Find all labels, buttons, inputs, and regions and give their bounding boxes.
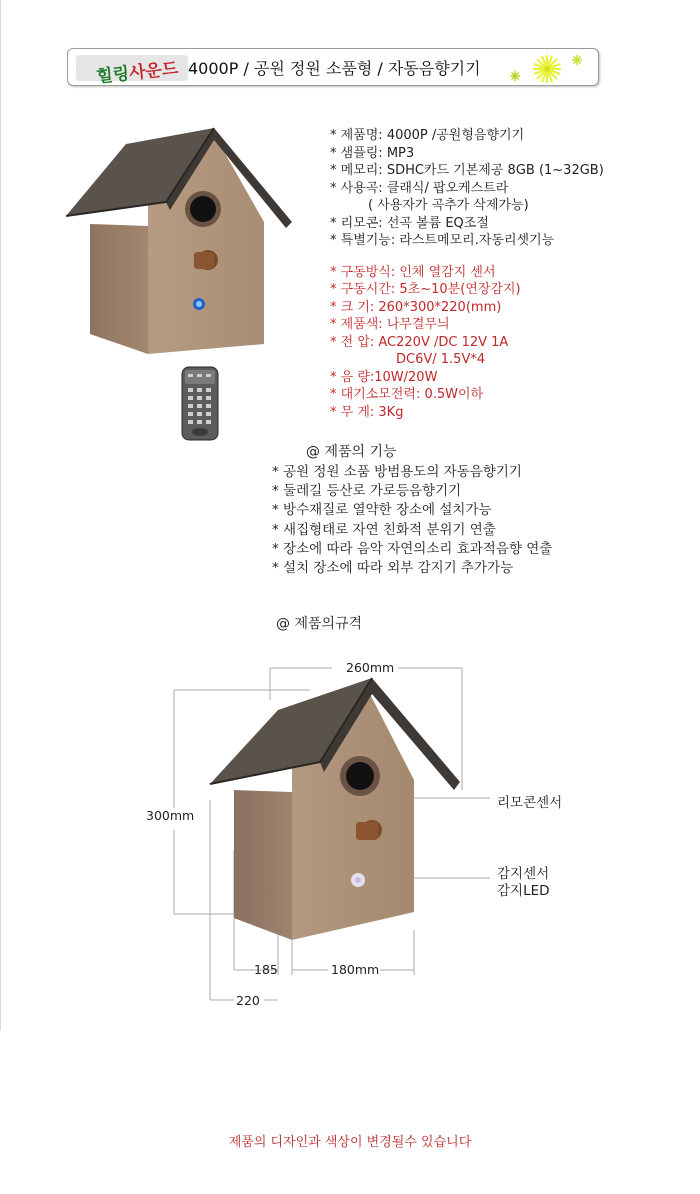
spec-drive-mode: * 구동방식: 인체 열감지 센서	[330, 264, 496, 280]
spec-voltage: * 전 압: AC220V /DC 12V 1A	[330, 334, 509, 350]
spec-size: * 크 기: 260*300*220(mm)	[330, 299, 502, 315]
spec-voltage-2: DC6V/ 1.5V*4	[396, 352, 486, 367]
dim-height-label: 300mm	[146, 808, 195, 823]
spec-standby: * 대기소모전력: 0.5W이하	[330, 387, 484, 402]
spec-remote: * 리모콘: 선곡 볼륨 EQ조절	[330, 215, 489, 231]
brand-logo	[95, 54, 179, 87]
feature-item: * 공원 정원 소품 방범용도의 자동음향기기	[272, 464, 522, 480]
spec-songs-note: ( 사용자가 곡추가 삭제가능)	[368, 198, 529, 213]
spec-songs: * 사용곡: 클래식/ 팝오케스트라	[330, 180, 509, 196]
spec-color: * 제품색: 나무결무늬	[330, 317, 450, 332]
feature-item: * 새집형태로 자연 친화적 분위기 연출	[272, 521, 496, 538]
feature-item: * 방수재질로 열약한 장소에 설치가능	[272, 502, 492, 519]
brand-text-green: 힐링	[95, 63, 131, 88]
spec-drive-time: * 구동시간: 5초~10분(연장감지)	[330, 282, 521, 297]
header-banner	[67, 48, 599, 86]
spec-sampling: * 샘플링: MP3	[330, 145, 415, 161]
brand-tag	[76, 55, 188, 88]
flower-decoration-icon	[505, 52, 595, 86]
dim-185-label: 185	[254, 962, 278, 977]
spec-special: * 특별기능: 라스트메모리.자동리셋기능	[330, 233, 555, 248]
footer-disclaimer: 제품의 디자인과 색상이 변경될수 있습니다	[228, 1135, 472, 1150]
feature-item: * 설치 장소에 따라 외부 감지기 추가가능	[272, 560, 514, 577]
detect-led-label: 감지LED	[497, 883, 550, 899]
dim-width-label: 260mm	[346, 660, 395, 675]
spec-volume: * 음 량:10W/20W	[330, 369, 438, 385]
dim-180-label: 180mm	[331, 962, 380, 977]
features-title: @ 제품의 기능	[306, 444, 397, 460]
remote-control-image	[181, 366, 219, 441]
remote-sensor-label: 리모콘센서	[497, 795, 563, 811]
detect-sensor-label: 감지센서	[497, 866, 550, 882]
feature-item: * 장소에 따라 음악 자연의소리 효과적음향 연출	[272, 540, 553, 557]
features-list	[272, 463, 552, 578]
spec-weight: * 무 게: 3Kg	[330, 404, 404, 420]
spec-memory: * 메모리: SDHC카드 기본제공 8GB (1~32GB)	[330, 163, 604, 178]
dim-220-label: 220	[236, 993, 260, 1008]
feature-item: * 둘레길 등산로 가로등음향기기	[272, 483, 462, 500]
spec-list	[330, 127, 604, 421]
brand-text-red: 사운드	[128, 58, 180, 84]
product-birdhouse-image	[66, 124, 296, 374]
spec-product-name: * 제품명: 4000P /공원형음향기기	[330, 128, 525, 143]
left-border	[0, 0, 1, 1030]
page-title: 4000P / 공원 정원 소품형 / 자동음향기기	[188, 59, 481, 78]
dimensions-title: @ 제품의규격	[276, 616, 363, 632]
